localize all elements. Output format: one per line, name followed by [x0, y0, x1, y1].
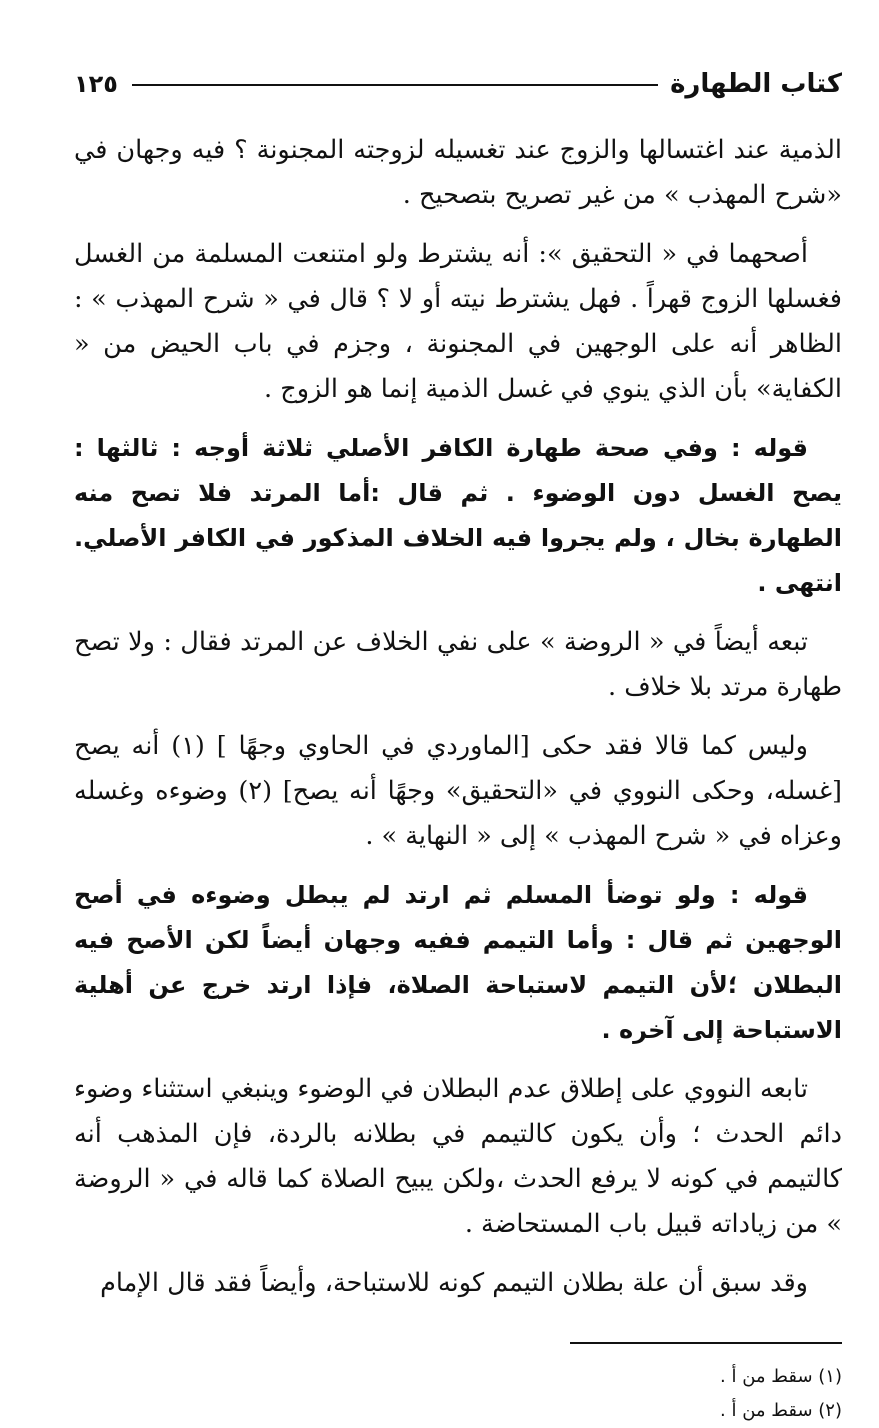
paragraph: أصحهما في « التحقيق »: أنه يشترط ولو امتنعت المسلمة من الغسل فغسلها الزوج قهراً . فهل يشترط نيته أو لا ؟ قال في « شرح المهذب » : الظاهر أنه على الوجهين في المجنونة ، وجزم في باب الحيض من « الكفاية» بأن الذي ينوي في غسل الذمية إنما هو الزوج .	[74, 239, 842, 404]
page-header	[74, 62, 842, 106]
document-page	[74, 62, 842, 1428]
chapter-title: كتاب الطهارة	[670, 69, 842, 99]
paragraph: وليس كما قالا فقد حكى [الماوردي في الحاوي وجهًا ] (١) أنه يصح [غسله، وحكى النووي في «التحقيق» وجهًا أنه يصح] (٢) وضوءه وغسله وعزاه في « شرح المهذب » إلى « النهاية » .	[74, 731, 842, 851]
paragraph: تابعه النووي على إطلاق عدم البطلان في الوضوء وينبغي استثناء وضوء دائم الحدث ؛ وأن يكون كالتيمم في بطلانه بالردة، فإن المذهب أنه كالتيمم في كونه لا يرفع الحدث ،ولكن يبيح الصلاة كما قاله في « الروضة » من زياداته قبيل باب المستحاضة .	[74, 1074, 842, 1239]
quoted-paragraph: قوله : وفي صحة طهارة الكافر الأصلي ثلاثة أوجه : ثالثها : يصح الغسل دون الوضوء . ثم قال :أما المرتد فلا تصح منه الطهارة بخال ، ولم يجروا فيه الخلاف المذكور في الكافر الأصلي. انتهى .	[74, 434, 842, 597]
paragraph: الذمية عند اغتسالها والزوج عند تغسيله لزوجته المجنونة ؟ فيه وجهان في «شرح المهذب » من غير تصريح بتصحيح .	[74, 135, 842, 210]
page-number: ١٢٥	[74, 70, 118, 98]
header-rule	[132, 84, 658, 86]
paragraph: تبعه أيضاً في « الروضة » على نفي الخلاف عن المرتد فقال : ولا تصح طهارة مرتد بلا خلاف .	[74, 627, 842, 702]
footnote: (١) سقط من أ .	[720, 1366, 842, 1387]
footnote-rule	[570, 1342, 842, 1344]
body-text	[74, 128, 842, 1306]
paragraph: وقد سبق أن علة بطلان التيمم كونه للاستباحة، وأيضاً فقد قال الإمام	[100, 1268, 808, 1298]
footnotes	[74, 1360, 842, 1428]
footnote: (٢) سقط من أ .	[720, 1400, 842, 1421]
quoted-paragraph: قوله : ولو توضأ المسلم ثم ارتد لم يبطل وضوءه في أصح الوجهين ثم قال : وأما التيمم ففيه وجهان أيضاً لكن الأصح فيه البطلان ؛لأن التيمم لاستباحة الصلاة، فإذا ارتد خرج عن أهلية الاستباحة إلى آخره .	[74, 881, 842, 1044]
